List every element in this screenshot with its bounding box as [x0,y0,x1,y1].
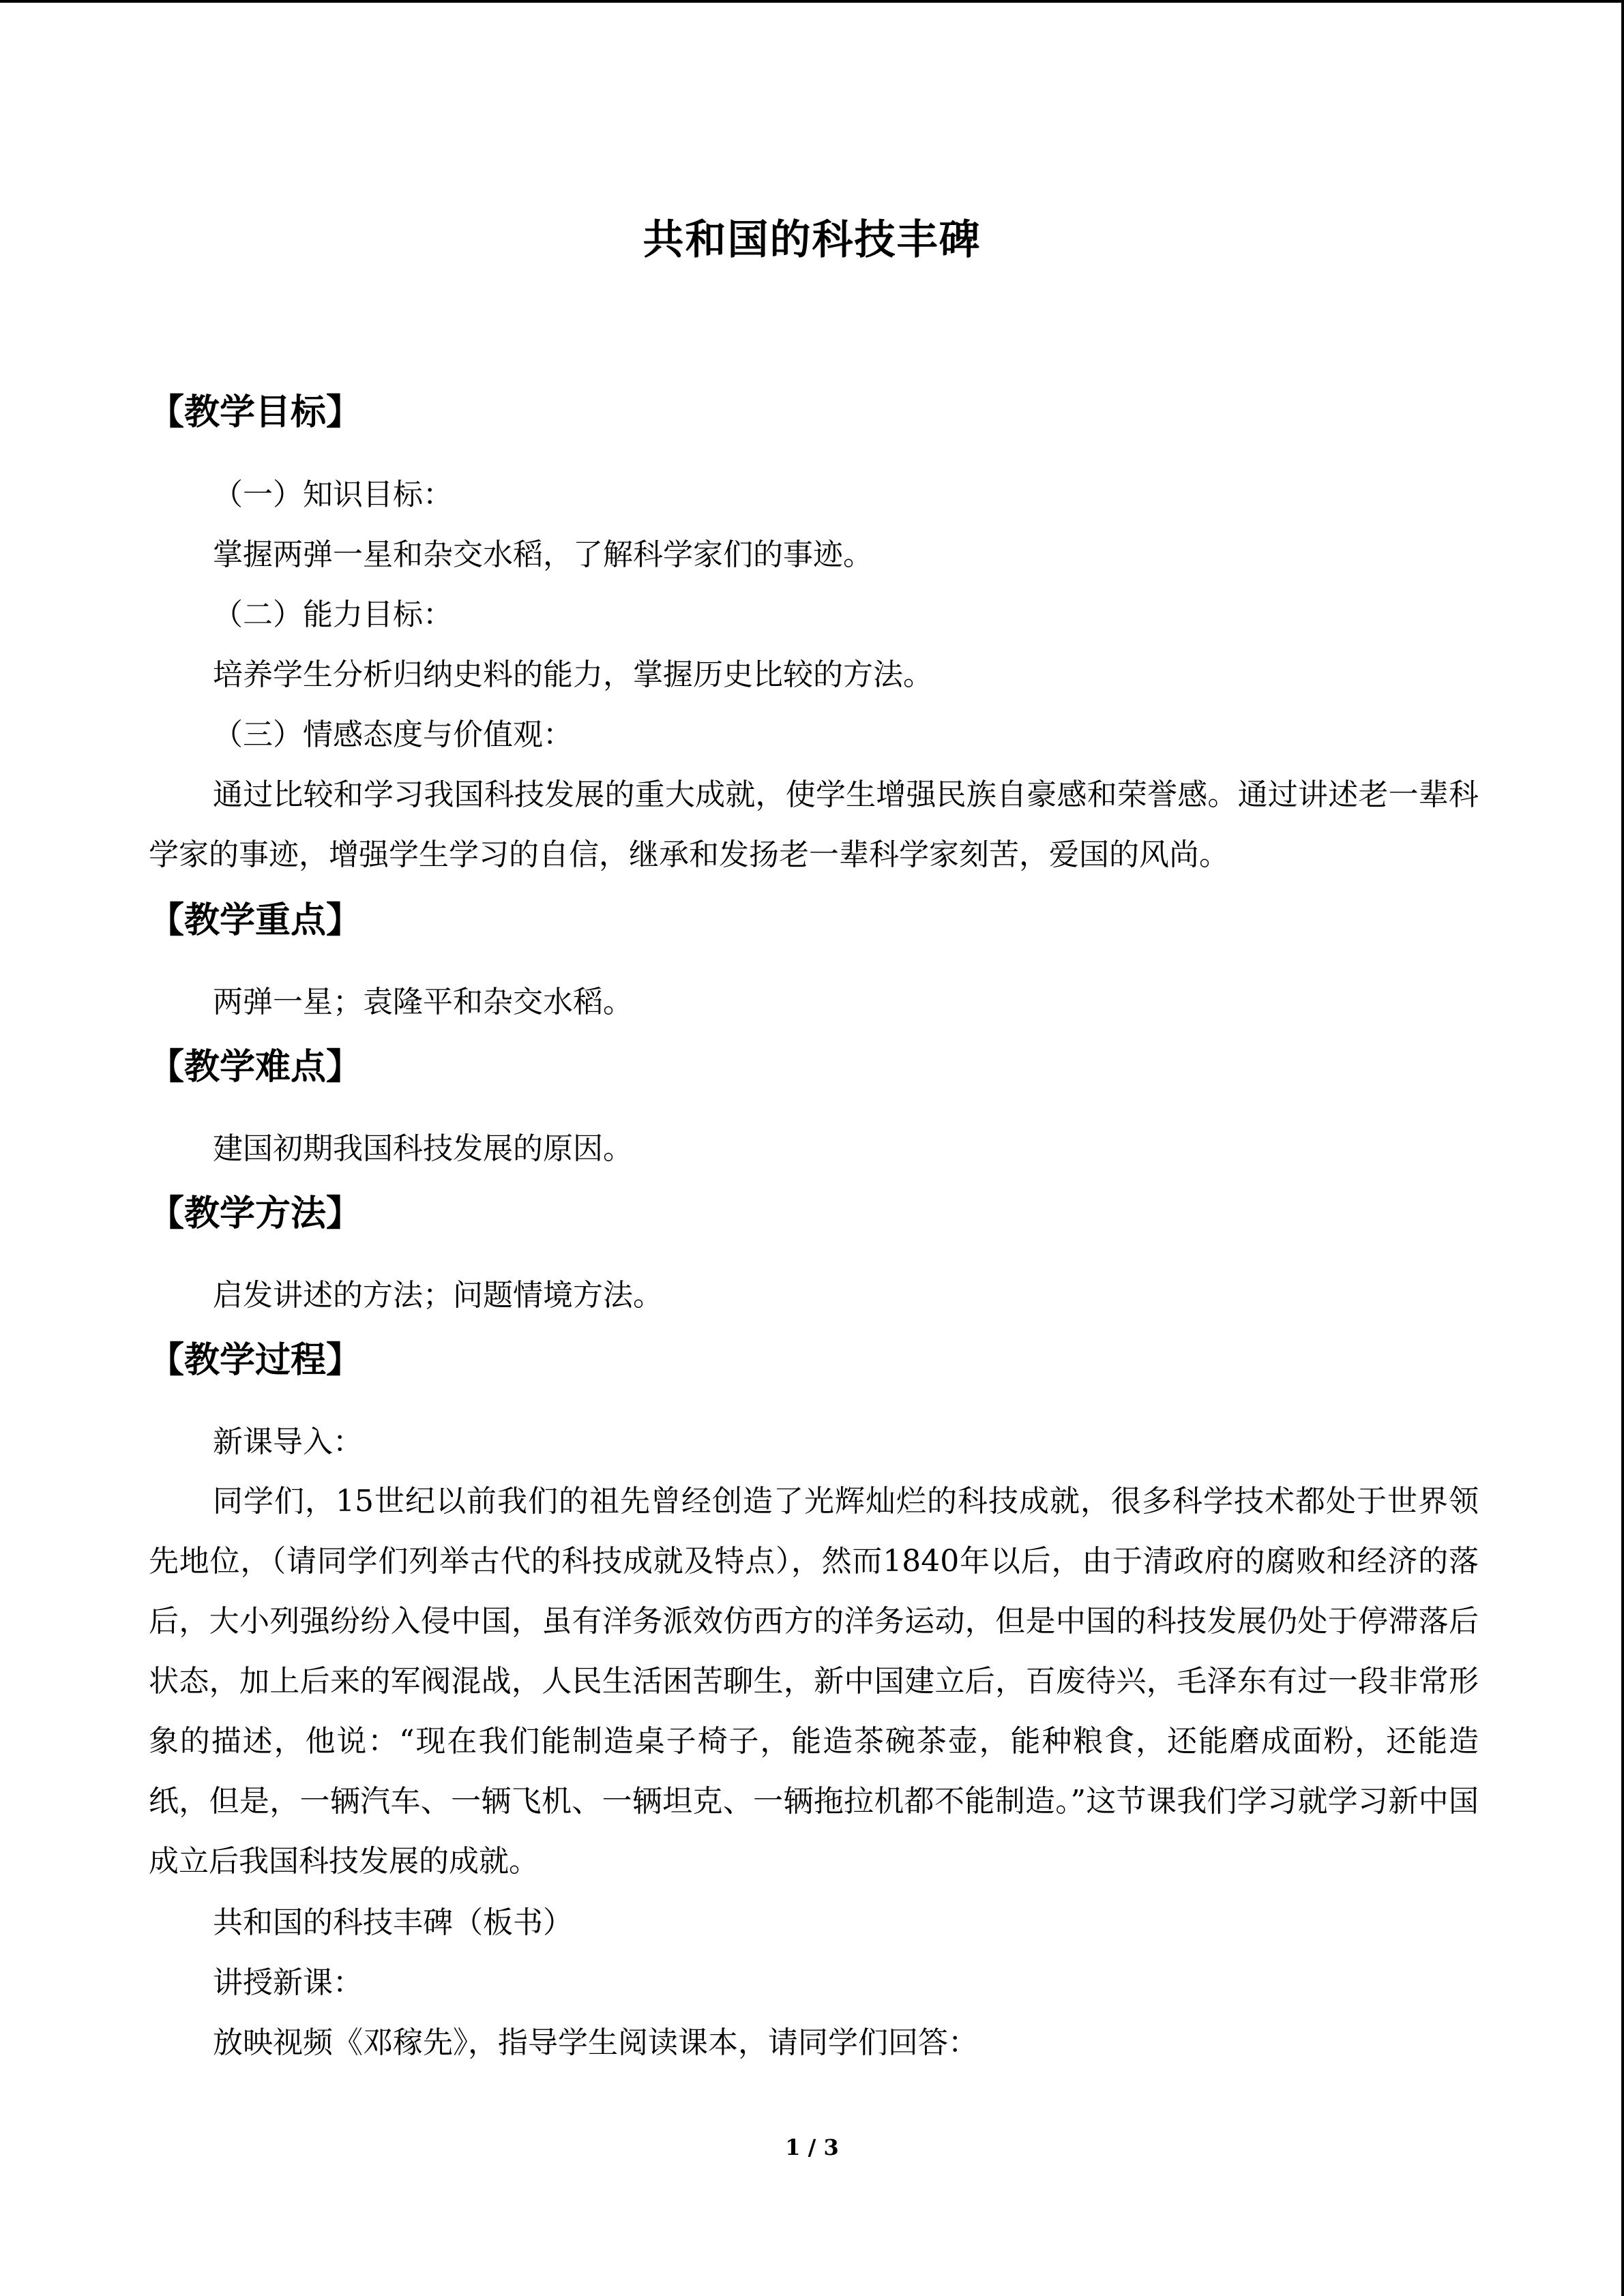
key-points-text: 两弹一星；袁隆平和杂交水稻。 [213,985,633,1019]
page-title: 共和国的科技丰碑 [643,216,981,264]
heading-difficulties: 【教学难点】 [149,1047,362,1088]
heading-teaching-goals: 【教学目标】 [149,392,362,433]
heading-methods: 【教学方法】 [149,1193,362,1234]
methods-text: 启发讲述的方法；问题情境方法。 [213,1278,663,1313]
process-intro-paragraph: 同学们，15世纪以前我们的祖先曾经创造了光辉灿烂的科技成就，很多科学技术都处于世界领先地位，（请同学们列举古代的科技成就及特点），然而1840年以后，由于清政府的腐败和经济的落后，大小列强纷纷入侵中国，虽有洋务派效仿西方的洋务运动，但是中国的科技发展仍处于停滞落后状态，加上后来的军阀混战，人民生活困苦聊生，新中国建立后，百废待兴，毛泽东有过一段非常形象的描述，他说：“现在我们能制造桌子椅子，能造茶碗茶壶，能种粮食，还能磨成面粉，还能造纸，但是，一辆汽车、一辆飞机、一辆坦克、一辆拖拉机都不能制造。”这节课我们学习就学习新中国成立后我国科技发展的成就。 [149,1484,1479,1879]
difficulties-text: 建国初期我国科技发展的原因。 [213,1131,633,1166]
goal-ability-text: 培养学生分析归纳史料的能力，掌握历史比较的方法。 [213,657,933,692]
process-board-text: 共和国的科技丰碑（板书） [213,1905,573,1940]
goal-ability-label: （二）能力目标： [213,597,453,632]
process-new-lesson-label: 讲授新课： [213,1965,363,2000]
goal-values-label: （三）情感态度与价值观： [213,717,573,752]
process-video-text: 放映视频《邓稼先》，指导学生阅读课本，请同学们回答： [213,2025,978,2060]
goal-knowledge-label: （一）知识目标： [213,477,453,512]
page-number: 1 / 3 [785,2134,839,2160]
goal-knowledge-text: 掌握两弹一星和杂交水稻，了解科学家们的事迹。 [213,537,873,572]
heading-key-points: 【教学重点】 [149,900,362,941]
heading-process: 【教学过程】 [149,1340,362,1381]
goal-values-paragraph: 通过比较和学习我国科技发展的重大成就，使学生增强民族自豪感和荣誉感。通过讲述老一辈科学家的事迹，增强学生学习的自信，继承和发扬老一辈科学家刻苦，爱国的风尚。 [149,777,1479,872]
process-intro-label: 新课导入： [213,1425,363,1459]
